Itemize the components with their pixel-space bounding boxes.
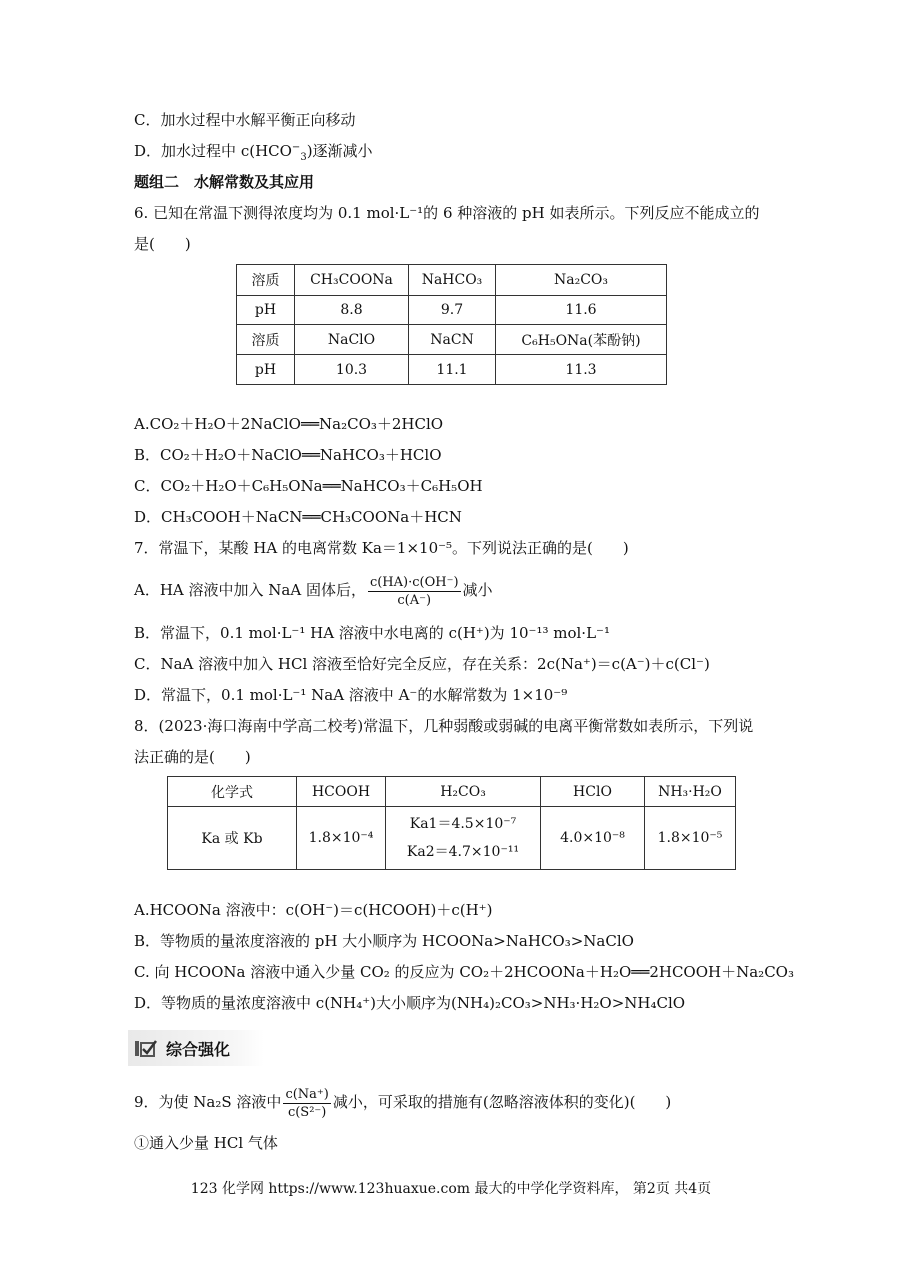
q6-cell: 10.3	[295, 355, 409, 385]
option-d-expr-sup: −	[291, 142, 301, 153]
q6-row4-label: pH	[237, 355, 295, 385]
option-c-text: C．加水过程中水解平衡正向移动	[134, 111, 356, 129]
q8-constants-table	[167, 776, 736, 870]
q8-header: H₂CO₃	[386, 777, 541, 807]
q6-stem-line1: 6. 已知在常温下测得浓度均为 0.1 mol·L⁻¹的 6 种溶液的 pH 如表所示。下列反应不能成立的	[134, 204, 760, 222]
option-d-expr-sub: 3	[300, 152, 307, 163]
q9-suffix: 减小，可采取的措施有(忽略溶液体积的变化)( )	[332, 1093, 672, 1111]
q7-option-c: C．NaA 溶液中加入 HCl 溶液至恰好完全反应，存在关系：2c(Na⁺)＝c(A⁻)＋c(Cl⁻)	[134, 655, 710, 673]
q7-option-a-suffix: 减小	[462, 581, 493, 599]
q6-option-a: A.CO₂＋H₂O＋2NaClO══Na₂CO₃＋2HClO	[134, 415, 444, 433]
option-d-expr: c(HCO	[240, 142, 292, 160]
q8-h2co3-ka2: Ka2＝4.7×10⁻¹¹	[406, 844, 520, 860]
q9-item1: ①通入少量 HCl 气体	[134, 1134, 278, 1152]
q6-row1-label: 溶质	[237, 265, 295, 296]
q6-stem-line2: 是( )	[134, 235, 191, 253]
q7-fraction	[368, 574, 461, 609]
page-footer: 123 化学网 https://www.123huaxue.com 最大的中学化学资料库， 第2页 共4页	[190, 1181, 712, 1197]
option-d-line	[134, 141, 373, 161]
q6-cell: CH₃COONa	[295, 265, 409, 296]
q8-nh3h2o-value: 1.8×10⁻⁵	[645, 807, 736, 870]
q8-hcooh-value: 1.8×10⁻⁴	[297, 807, 386, 870]
q6-cell: Na₂CO₃	[496, 265, 667, 296]
q7-stem: 7．常温下，某酸 HA 的电离常数 Ka＝1×10⁻⁵。下列说法正确的是( )	[134, 539, 629, 557]
q9-prefix: 9．为使 Na₂S 溶液中	[134, 1093, 282, 1111]
q8-stem-line1: 8．(2023·海口海南中学高二校考)常温下，几种弱酸或弱碱的电离平衡常数如表所示，下列说	[134, 717, 754, 735]
q8-stem-line2: 法正确的是( )	[134, 748, 251, 766]
q8-header: 化学式	[168, 777, 297, 807]
q8-hclo-value: 4.0×10⁻⁸	[541, 807, 645, 870]
q7-option-a-prefix: A．HA 溶液中加入 NaA 固体后，	[134, 581, 366, 599]
q6-ph-table	[236, 264, 667, 385]
q6-option-d: D．CH₃COOH＋NaCN══CH₃COONa＋HCN	[134, 508, 462, 526]
q8-h2co3-ka1: Ka1＝4.5×10⁻⁷	[409, 816, 517, 832]
option-d-suffix: )逐渐减小	[306, 142, 373, 160]
q8-header: NH₃·H₂O	[645, 777, 736, 807]
option-d-prefix: D．加水过程中	[134, 142, 237, 160]
q6-option-c: C．CO₂＋H₂O＋C₆H₅ONa══NaHCO₃＋C₆H₅OH	[134, 477, 483, 495]
q8-option-b: B．等物质的量浓度溶液的 pH 大小顺序为 HCOONa>NaHCO₃>NaClO	[134, 932, 634, 950]
q6-cell: NaCN	[409, 325, 496, 355]
q7-option-d: D．常温下，0.1 mol·L⁻¹ NaA 溶液中 A⁻的水解常数为 1×10⁻⁹	[134, 686, 568, 704]
q8-header: HCOOH	[297, 777, 386, 807]
q6-row2-label: pH	[237, 296, 295, 325]
q6-cell: 11.3	[496, 355, 667, 385]
q8-h2co3-values	[386, 807, 541, 870]
q7-fraction-denominator: c(A⁻)	[397, 592, 432, 608]
q6-cell: 11.1	[409, 355, 496, 385]
q9-fraction-numerator: c(Na⁺)	[285, 1086, 329, 1102]
checkbox-check-icon	[134, 1038, 158, 1062]
group2-title: 题组二 水解常数及其应用	[134, 173, 315, 191]
q7-fraction-numerator: c(HA)·c(OH⁻)	[369, 574, 459, 590]
q7-option-a	[134, 571, 493, 609]
q6-cell: NaClO	[295, 325, 409, 355]
q8-option-d: D．等物质的量浓度溶液中 c(NH₄⁺)大小顺序为(NH₄)₂CO₃>NH₃·H₂O>NH₄ClO	[134, 994, 686, 1012]
q9-stem	[134, 1081, 671, 1123]
q6-row3-label: 溶质	[237, 325, 295, 355]
q6-cell: 9.7	[409, 296, 496, 325]
q6-option-b: B．CO₂＋H₂O＋NaClO══NaHCO₃＋HClO	[134, 446, 442, 464]
q8-header: HClO	[541, 777, 645, 807]
q8-option-c: C. 向 HCOONa 溶液中通入少量 CO₂ 的反应为 CO₂＋2HCOONa＋H₂O══2HCOOH＋Na₂CO₃	[134, 963, 794, 981]
q6-cell: NaHCO₃	[409, 265, 496, 296]
section-header	[128, 1030, 264, 1066]
q6-cell: C₆H₅ONa(苯酚钠)	[496, 325, 667, 355]
q8-row-label: Ka 或 Kb	[168, 807, 297, 870]
q9-fraction-denominator: c(S²⁻)	[287, 1104, 327, 1120]
q6-cell: 11.6	[496, 296, 667, 325]
q9-fraction	[283, 1086, 330, 1121]
q8-option-a: A.HCOONa 溶液中：c(OH⁻)＝c(HCOOH)＋c(H⁺)	[134, 901, 493, 919]
q6-cell: 8.8	[295, 296, 409, 325]
q7-option-b: B．常温下，0.1 mol·L⁻¹ HA 溶液中水电离的 c(H⁺)为 10⁻¹³ mol·L⁻¹	[134, 624, 610, 642]
section-title: 综合强化	[166, 1040, 231, 1059]
